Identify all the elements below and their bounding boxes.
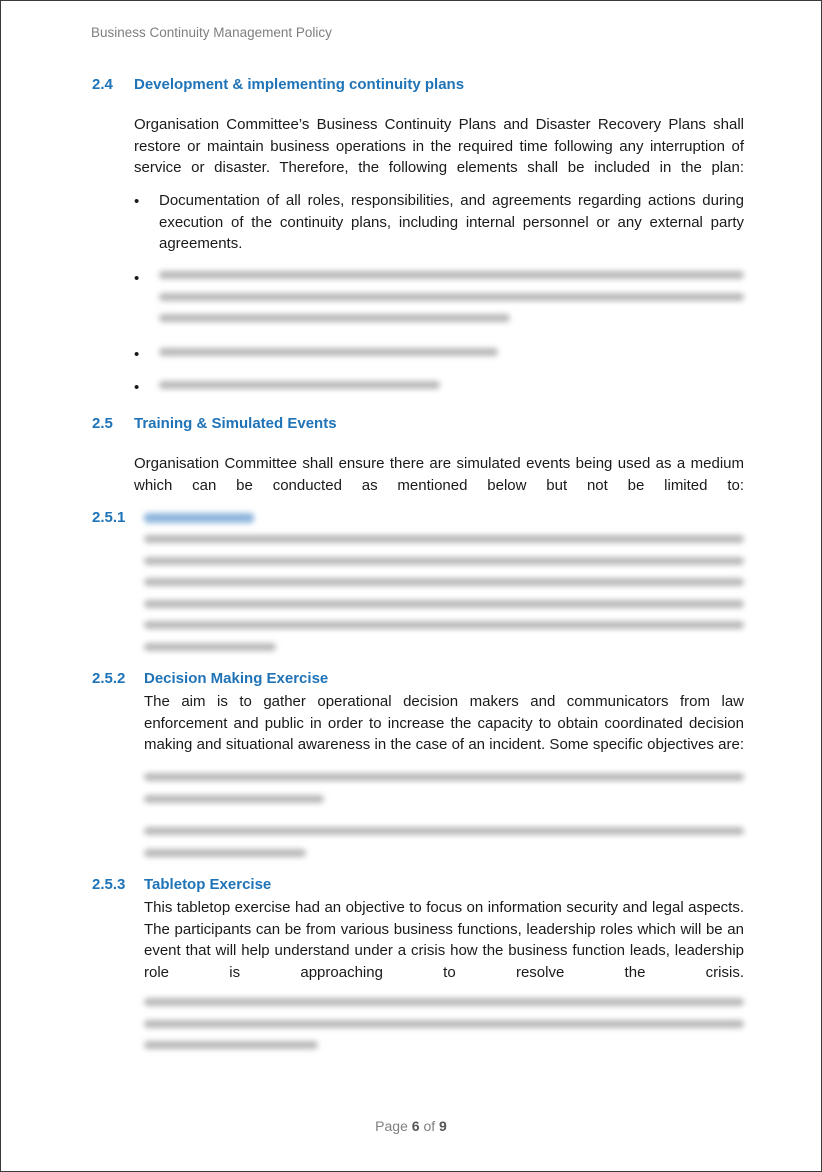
bullet-marker: • bbox=[134, 379, 140, 396]
section-2-5-intro: Organisation Committee shall ensure there are simulated events being used as a medium which can be conducted as mentioned below but not be limited to: bbox=[134, 455, 744, 494]
blurred-bullet-item-3 bbox=[159, 348, 744, 370]
blurred-objective-1 bbox=[144, 773, 744, 816]
section-number: 2.4 bbox=[92, 76, 113, 93]
bullet-marker: • bbox=[134, 346, 140, 363]
blurred-section-2-5-1-body bbox=[144, 535, 744, 664]
page-word: Page bbox=[375, 1118, 408, 1134]
section-2-5-2-body: The aim is to gather operational decision makers and communicators from law enforcement and public in order to increase the capacity to obtain coordinated decision making and situational awareness in the case of an incident. Some specific objectives are: bbox=[144, 693, 744, 753]
bullet-marker: • bbox=[134, 193, 140, 210]
blurred-closing-paragraph bbox=[144, 998, 744, 1063]
section-2-5-1-heading bbox=[92, 509, 144, 526]
section-number: 2.5.2 bbox=[92, 670, 126, 687]
blurred-objective-2 bbox=[144, 827, 744, 870]
section-title: Development & implementing continuity plans bbox=[134, 76, 465, 93]
blurred-heading-2-5-1 bbox=[144, 513, 254, 523]
bullet-marker: • bbox=[134, 270, 140, 287]
bullet-item-1: Documentation of all roles, responsibilities, and agreements regarding actions during execution of the continuity plans, including internal personnel or any external party agreements. bbox=[159, 192, 744, 252]
section-title: Training & Simulated Events bbox=[134, 415, 337, 432]
section-2-5-heading bbox=[92, 415, 337, 432]
section-2-4-intro: Organisation Committee’s Business Continuity Plans and Disaster Recovery Plans shall restore or maintain business operations in the required time following any interruption of service or disaster. Therefore, the following elements shall be included in the plan: bbox=[134, 116, 744, 176]
section-2-4-heading bbox=[92, 76, 464, 93]
blurred-bullet-item-4 bbox=[159, 381, 744, 403]
section-number: 2.5 bbox=[92, 415, 113, 432]
page-footer bbox=[1, 1118, 821, 1134]
section-2-5-2-heading bbox=[92, 670, 328, 687]
total-page-count: 9 bbox=[439, 1118, 447, 1134]
current-page-number: 6 bbox=[411, 1118, 420, 1134]
of-word: of bbox=[423, 1118, 436, 1134]
blurred-bullet-item-2 bbox=[159, 271, 744, 336]
section-title: Decision Making Exercise bbox=[144, 670, 329, 687]
section-2-5-3-body: This tabletop exercise had an objective to focus on information security and legal aspects. The participants can be from various business functions, leadership roles which will be an event that will help understand under a crisis how the business function leads, leadership role is approaching to resolve the crisis. bbox=[144, 899, 744, 981]
section-2-5-3-heading bbox=[92, 876, 271, 893]
running-header: Business Continuity Management Policy bbox=[91, 25, 332, 40]
section-title: Tabletop Exercise bbox=[144, 876, 272, 893]
section-number: 2.5.1 bbox=[92, 509, 126, 526]
section-number: 2.5.3 bbox=[92, 876, 126, 893]
